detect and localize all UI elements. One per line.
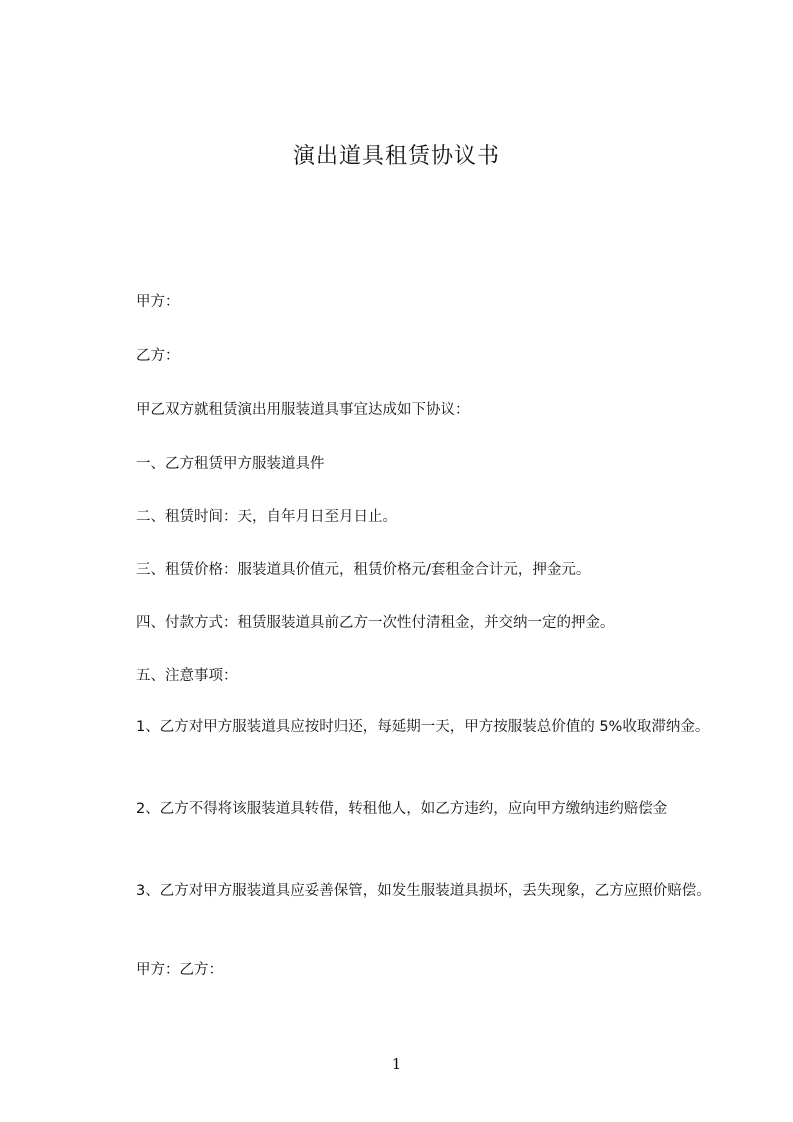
- signature-line: 甲方：乙方：: [136, 962, 223, 978]
- party-b-label: 乙方：: [136, 348, 180, 364]
- clause-4: 四、付款方式：租赁服装道具前乙方一次性付清租金，并交纳一定的押金。: [136, 615, 615, 631]
- document-title: 演出道具租赁协议书: [292, 144, 500, 169]
- note-1: 1、乙方对甲方服装道具应按时归还，每延期一天，甲方按服装总价值的 5%收取滞纳金。: [136, 719, 710, 735]
- clause-3: 三、租赁价格：服装道具价值元，租赁价格元/套租金合计元，押金元。: [136, 562, 591, 578]
- party-a-label: 甲方：: [136, 294, 180, 310]
- clause-1: 一、乙方租赁甲方服装道具件: [136, 456, 325, 472]
- page-number: 1: [391, 1055, 402, 1073]
- note-3: 3、乙方对甲方服装道具应妥善保管，如发生服装道具损坏，丢失现象，乙方应照价赔偿。: [136, 883, 711, 899]
- intro-paragraph: 甲乙双方就租赁演出用服装道具事宜达成如下协议：: [136, 402, 470, 418]
- clause-5: 五、注意事项：: [136, 668, 238, 684]
- clause-2: 二、租赁时间：天，自年月日至月日止。: [136, 509, 397, 525]
- note-2: 2、乙方不得将该服装道具转借，转租他人，如乙方违约，应向甲方缴纳违约赔偿金: [136, 801, 668, 817]
